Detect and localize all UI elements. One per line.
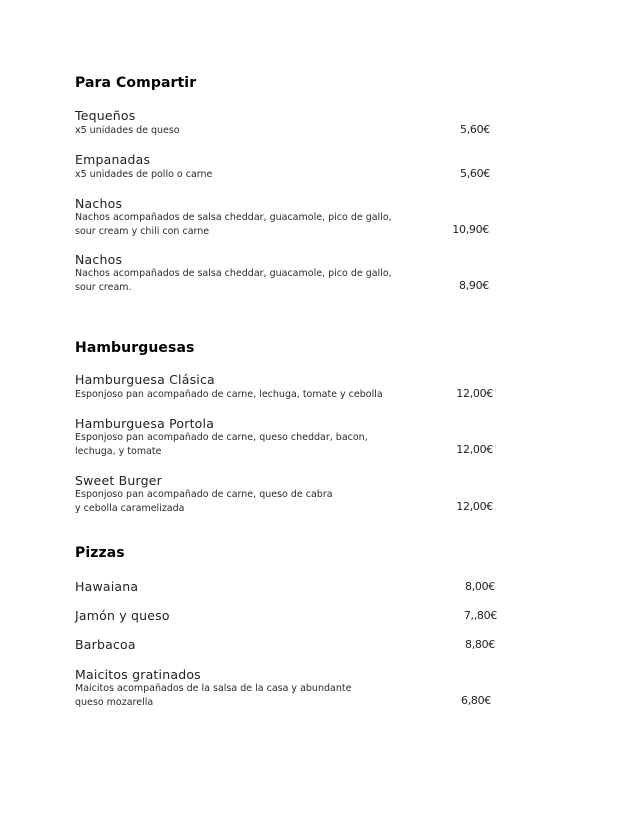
item-name: Hawaiana xyxy=(75,579,139,594)
item-price: 12,00€ xyxy=(456,387,493,400)
item-description: Esponjoso pan acompañado de carne, lechuga, tomate y cebolla xyxy=(75,389,383,400)
item-name: Hamburguesa Portola xyxy=(75,416,215,431)
item-price: 8,90€ xyxy=(459,279,489,292)
item-price: 5,60€ xyxy=(460,123,490,136)
section-title: Para Compartir xyxy=(75,75,197,91)
item-name: Tequeños xyxy=(75,108,136,123)
item-description: lechuga, y tomate xyxy=(75,446,162,457)
item-name: Empanadas xyxy=(75,152,151,167)
item-name: Jamón y queso xyxy=(75,608,170,623)
item-description: Nachos acompañados de salsa cheddar, guacamole, pico de gallo, xyxy=(75,212,392,223)
item-name: Nachos xyxy=(75,196,123,211)
item-name: Maicitos gratinados xyxy=(75,667,201,682)
item-description: Maicitos acompañados de la salsa de la casa y abundante xyxy=(75,683,352,694)
item-description: Esponjoso pan acompañado de carne, queso cheddar, bacon, xyxy=(75,432,368,443)
item-price: 8,80€ xyxy=(465,638,495,651)
item-price: 12,00€ xyxy=(456,443,493,456)
item-price: 8,00€ xyxy=(465,580,495,593)
item-name: Barbacoa xyxy=(75,637,136,652)
section-title: Hamburguesas xyxy=(75,340,195,356)
item-price: 6,80€ xyxy=(461,694,491,707)
item-price: 5,60€ xyxy=(460,167,490,180)
item-price: 12,00€ xyxy=(456,500,493,513)
item-description: Esponjoso pan acompañado de carne, queso de cabra xyxy=(75,489,333,500)
item-description: y cebolla caramelizada xyxy=(75,503,185,514)
item-name: Nachos xyxy=(75,252,123,267)
item-price: 10,90€ xyxy=(452,223,489,236)
item-description: sour cream. xyxy=(75,282,132,293)
item-description: sour cream y chili con carne xyxy=(75,226,210,237)
section-title: Pizzas xyxy=(75,545,125,561)
item-name: Hamburguesa Clásica xyxy=(75,372,215,387)
item-price: 7,,80€ xyxy=(463,609,497,622)
item-description: x5 unidades de pollo o carne xyxy=(75,169,213,180)
item-name: Sweet Burger xyxy=(75,473,162,488)
item-description: queso mozarella xyxy=(75,697,154,708)
item-description: Nachos acompañados de salsa cheddar, guacamole, pico de gallo, xyxy=(75,268,392,279)
item-description: x5 unidades de queso xyxy=(75,125,180,136)
